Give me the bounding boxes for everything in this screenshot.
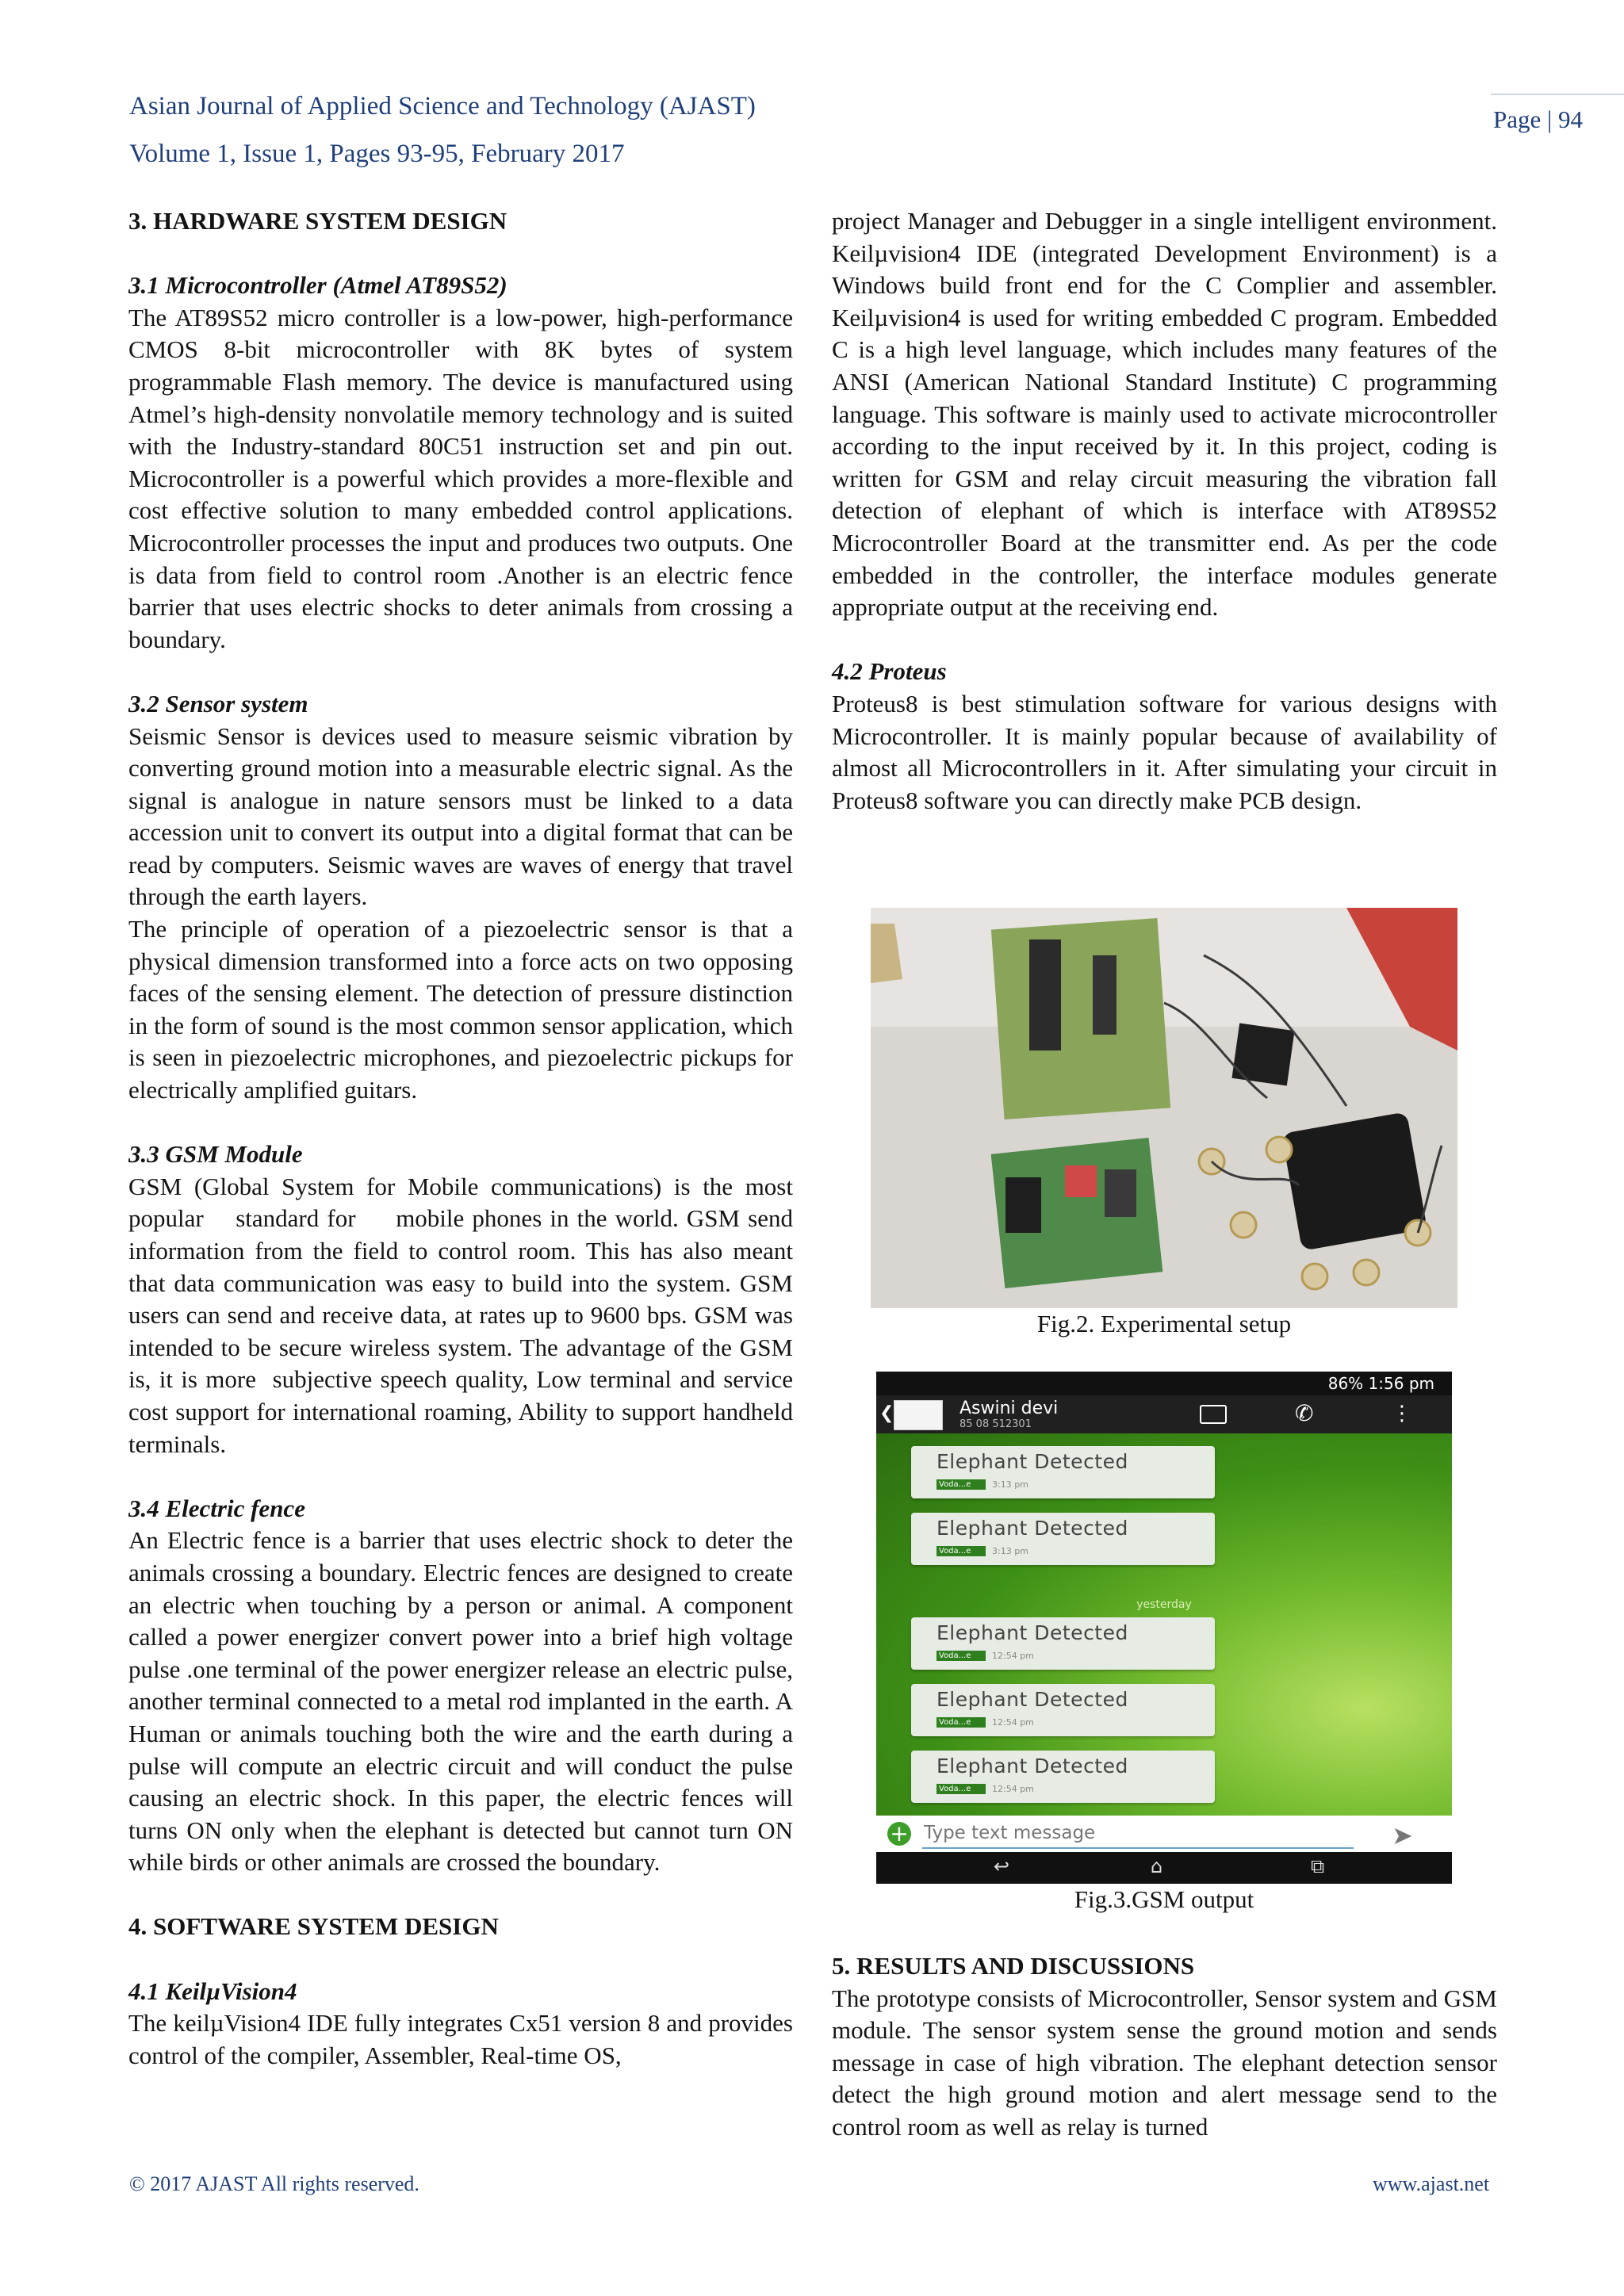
overflow-menu-icon[interactable]: ⋮: [1392, 1402, 1412, 1425]
gsm-output-screenshot: [876, 1372, 1452, 1884]
message-text: Elephant Detected: [936, 1755, 1128, 1777]
message-bubble[interactable]: [911, 1617, 1215, 1670]
section-4-2-heading: 4.2 Proteus: [832, 657, 947, 686]
experimental-setup-photo: [871, 908, 1457, 1308]
right-column-top: [832, 205, 1497, 817]
section-5-heading: 5. RESULTS AND DISCUSSIONS: [832, 1952, 1195, 1980]
back-arrow-icon[interactable]: ❮: [879, 1403, 894, 1423]
contact-card-icon[interactable]: [1200, 1405, 1227, 1424]
section-4-1-heading: 4.1 KeilµVision4: [128, 1976, 297, 2005]
nav-back-icon[interactable]: ↩: [994, 1855, 1010, 1877]
message-composer: [876, 1816, 1452, 1852]
message-time: 12:54 pm: [992, 1717, 1034, 1728]
message-time: 3:13 pm: [992, 1479, 1028, 1490]
journal-volume: Volume 1, Issue 1, Pages 93-95, February 2017: [129, 140, 625, 168]
message-bubble[interactable]: [911, 1446, 1215, 1498]
section-3-1-heading: 3.1 Microcontroller (Atmel AT89S52): [128, 271, 508, 300]
phone-status-bar: 86% 1:56 pm: [876, 1372, 1452, 1395]
message-input[interactable]: [922, 1819, 1354, 1849]
page-number: Page | 94: [1493, 105, 1583, 133]
message-sender: Voda...e: [936, 1479, 986, 1490]
android-nav-bar: [876, 1852, 1452, 1884]
message-sender: Voda...e: [936, 1651, 986, 1661]
section-5-paragraph: The prototype consists of Microcontroller, Sensor system and GSM module. The sensor system sense the ground motion and sends message in case of high vibration. The elephant detection sensor detect the high ground motion and alert message send to the control room as well as relay is turned: [832, 1984, 1497, 2141]
copyright-notice: © 2017 AJAST All rights reserved.: [129, 2172, 419, 2195]
figure-3-caption: Fig.3.GSM output: [1074, 1885, 1254, 1913]
section-4-1-paragraph: The keilµVision4 IDE fully integrates Cx51 version 8 and provides control of the compiler, Assembler, Real-time OS,: [128, 2009, 793, 2069]
contact-number: 85 08 512301: [959, 1418, 1032, 1430]
nav-home-icon[interactable]: ⌂: [1151, 1855, 1163, 1877]
header-rule: [1491, 94, 1624, 95]
message-sender: Voda...e: [936, 1717, 986, 1728]
plus-circle-icon[interactable]: +: [887, 1822, 911, 1846]
message-text: Elephant Detected: [936, 1688, 1128, 1711]
section-4-heading: 4. SOFTWARE SYSTEM DESIGN: [128, 1912, 499, 1941]
message-time: 12:54 pm: [992, 1784, 1034, 1794]
section-3-3-paragraph: GSM (Global System for Mobile communications) is the most popular standard for mobile phones in the world. GSM send information from the field to control room. This has also meant that data communication was easy to build into the system. GSM users can send and receive data, at rates up to 9600 bps. GSM was intended to be secure wireless system. The advantage of the GSM is, it is more subjective speech quality, Low terminal and service cost support for international roaming, Ability to support handheld terminals.: [128, 1172, 799, 1458]
message-sender: Voda...e: [936, 1546, 986, 1556]
messaging-app-bar: [876, 1395, 1452, 1433]
section-3-2-heading: 3.2 Sensor system: [128, 689, 308, 718]
section-3-4-paragraph: An Electric fence is a barrier that uses electric shock to deter the animals crossing a boundary. Electric fences are designed to create an electric when touching by a person or animal. A component called a power energizer convert power into a brief high voltage pulse .one terminal of the power energizer release an electric pulse, another terminal connected to a metal rod implanted in the earth. A Human or animals touching both the wire and the earth during a pulse will compute an electric circuit and will conduct the pulse causing an electric shock. In this paper, the electric fences will turns ON only when the elephant is detected but cannot turn ON while birds or other animals are crossed the boundary.: [128, 1526, 793, 1877]
figure-2-caption: Fig.2. Experimental setup: [1036, 1310, 1292, 1337]
contact-thumbnail: [894, 1400, 943, 1430]
message-text: Elephant Detected: [936, 1517, 1128, 1540]
right-column-bottom: [832, 1950, 1497, 2144]
nav-recent-apps-icon[interactable]: ⧉: [1311, 1855, 1325, 1877]
message-bubble[interactable]: [911, 1751, 1215, 1803]
message-text: Elephant Detected: [936, 1450, 1128, 1473]
message-bubble[interactable]: [911, 1513, 1215, 1565]
section-4-1-paragraph-continued: project Manager and Debugger in a single intelligent environment. Keilµvision4 IDE (integrated Development Environment) is a Windows build front end for the C Complier and assembler. Keilµvision4 is used for writing embedded C program. Embedded C is a high level language, which includes many features of the ANSI (American National Standard Institute) C programming language. This software is mainly used to activate microcontroller according to the input received by it. In this project, coding is written for GSM and relay circuit measuring the vibration fall detection of elephant of which is interface with AT89S52 Microcontroller Board at the transmitter end. As per the code embedded in the controller, the interface modules generate appropriate output at the receiving end.: [832, 207, 1497, 622]
section-4-2-paragraph: Proteus8 is best stimulation software for various designs with Microcontroller. It is mainly popular because of availability of almost all Microcontrollers in it. After simulating your circuit in Proteus8 software you can directly make PCB design.: [832, 689, 1497, 814]
message-bubble[interactable]: [911, 1684, 1215, 1736]
section-3-2-paragraph-2: The principle of operation of a piezoelectric sensor is that a physical dimension transformed into a force acts on two opposing faces of the sensing element. The detection of pressure distinction in the form of sound is the most common sensor application, which is seen in piezoelectric microphones, and piezoelectric pickups for electrically amplified guitars.: [128, 915, 793, 1104]
day-separator: yesterday: [1136, 1598, 1192, 1611]
message-sender: Voda...e: [936, 1784, 986, 1794]
phone-icon[interactable]: ✆: [1295, 1400, 1314, 1426]
message-text: Elephant Detected: [936, 1621, 1128, 1644]
section-3-1-paragraph: The AT89S52 micro controller is a low-power, high-performance CMOS 8-bit microcontroller with 8K bytes of system programmable Flash memory. The device is manufactured using Atmel’s high-density nonvolatile memory technology and is suited with the Industry-standard 80C51 instruction set and pin out. Microcontroller is a powerful which provides a more-flexible and cost effective solution to many embedded control applications. Microcontroller processes the input and produces two outputs. One is data from field to control room .Another is an electric fence barrier that uses electric shocks to deter animals from crossing a boundary.: [128, 303, 793, 653]
website-link[interactable]: www.ajast.net: [1373, 2172, 1490, 2195]
journal-title: Asian Journal of Applied Science and Technology (AJAST): [129, 92, 756, 121]
message-time: 3:13 pm: [992, 1546, 1028, 1556]
message-time: 12:54 pm: [992, 1651, 1034, 1661]
section-3-4-heading: 3.4 Electric fence: [128, 1494, 305, 1522]
section-3-3-heading: 3.3 GSM Module: [128, 1140, 303, 1169]
send-icon[interactable]: ➤: [1392, 1820, 1413, 1850]
left-column: [128, 205, 799, 2072]
contact-name: Aswini devi: [959, 1399, 1059, 1418]
message-thread: [876, 1433, 1452, 1816]
section-3-2-paragraph-1: Seismic Sensor is devices used to measure seismic vibration by converting ground motion into a measurable electric signal. As the signal is analogue in nature sensors must be linked to a data accession unit to convert its output into a digital format that can be read by computers. Seismic waves are waves of energy that travel through the earth layers.: [128, 721, 793, 911]
section-3-heading: 3. HARDWARE SYSTEM DESIGN: [128, 207, 508, 235]
